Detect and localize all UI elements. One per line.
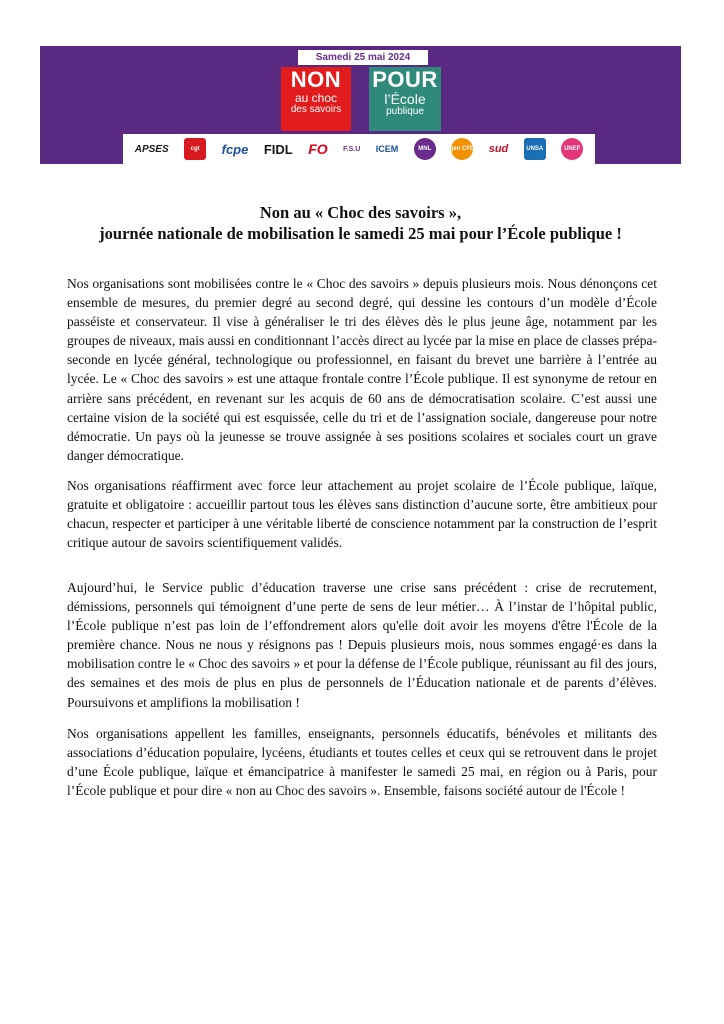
event-date: Samedi 25 mai 2024 — [298, 50, 428, 65]
pour-label: POUR — [372, 67, 438, 92]
fcpe-logo: fcpe — [221, 141, 249, 157]
fo-logo: FO — [308, 141, 328, 157]
organisation-logos — [123, 134, 595, 164]
page-title — [40, 202, 681, 244]
sud-education-logo: sud — [488, 143, 509, 155]
paragraph-1: Nos organisations sont mobilisées contre le « Choc des savoirs » depuis plusieurs mois. Nous dénonçons cet ensemble de mesures, du premier degré au second degré, qui dessine les contours d’un modèle d’École passéiste et conservateur. Il vise à généraliser le tri des élèves dès le plus jeune âge, notamment par les groupes de niveaux, mais aussi en conditionnant l’accès direct au lycée par la mise en place de classes prépa-seconde en lycée général, technologique ou professionnel, en faisant du brevet une barrière à l’entrée au lycée. Le « Choc des savoirs » est une attaque frontale contre l’École publique. Il est synonyme de retour en arrière sans précédent, en revenant sur les acquis de 60 ans de démocratisation scolaire. C’est aussi une certaine vision de la société qui est esquissée, celle du tri et de l’assignation sociale, dangereuse pour notre démocratie. Un pays où la jeunesse se trouve assignée à ses positions scolaires et sociales court un grave danger démocratique. — [67, 276, 657, 463]
mnl-logo: MNL — [414, 138, 436, 160]
non-line1: au choc — [294, 91, 338, 105]
paragraph-2: Nos organisations réaffirment avec force leur attachement au projet scolaire de l’École publique, laïque, gratuite et obligatoire : accueillir partout tous les élèves sans distinction d’aucune sorte, être ambitieux pour chacun, respecter et participer à une véritable liberté de conscience notamment par la construction de l’esprit critique autour de savoirs scientifiquement validés. — [67, 478, 657, 551]
non-label: NON — [290, 67, 342, 92]
apses-logo: APSES — [134, 143, 169, 155]
non-choc-logo — [281, 67, 351, 131]
unef-logo: UNEF — [561, 138, 583, 160]
title-line-2: journée nationale de mobilisation le samedi 25 mai pour l’École publique ! — [99, 224, 622, 243]
cgt-logo: cgt — [184, 138, 206, 160]
non-line2: des savoirs — [290, 104, 342, 115]
paragraph-3: Aujourd’hui, le Service public d’éducation traverse une crise sans précédent : crise de recrutement, démissions, personnels qui témoignent d’une perte de sens de leur métier… À l’instar de l’hôpital public, l’École publique n’est pas loin de l’effondrement alors qu'elle doit avoir les moyens d'être l'École de la première chance. Nous ne nous y résignons pas ! Depuis plusieurs mois, nous sommes engagé·es dans la mobilisation contre le « Choc des savoirs » et pour la défense de l’École publique, réunissant au fil des jours, des semaines et des mois de plus en plus de personnels de l’Éducation nationale et de parents d’élèves. Poursuivons et amplifions la mobilisation ! — [67, 580, 657, 710]
icem-logo: ICEM — [375, 144, 399, 154]
pour-line2: publique — [386, 106, 424, 117]
sgen-cfdt-logo: sgen CFDT — [451, 138, 473, 160]
fidl-logo: FIDL — [263, 141, 293, 157]
pour-ecole-logo — [369, 67, 441, 131]
paragraph-4: Nos organisations appellent les familles, enseignants, personnels éducatifs, bénévoles et militants des associations d’éducation populaire, lycéens, étudiants et toutes celles et ceux qui se retrouvent dans le projet d’une École publique, laïque et émancipatrice à manifester le samedi 25 mai, en région ou à Paris, pour l’École publique et pour dire « non au Choc des savoirs ». Ensemble, faisons société autour de l'École ! — [67, 726, 657, 799]
fsu-logo: F.S.U — [343, 145, 361, 153]
pour-line1: l’École — [384, 91, 426, 107]
unsa-logo: UNSA — [524, 138, 546, 160]
title-line-1: Non au « Choc des savoirs », — [259, 203, 462, 222]
